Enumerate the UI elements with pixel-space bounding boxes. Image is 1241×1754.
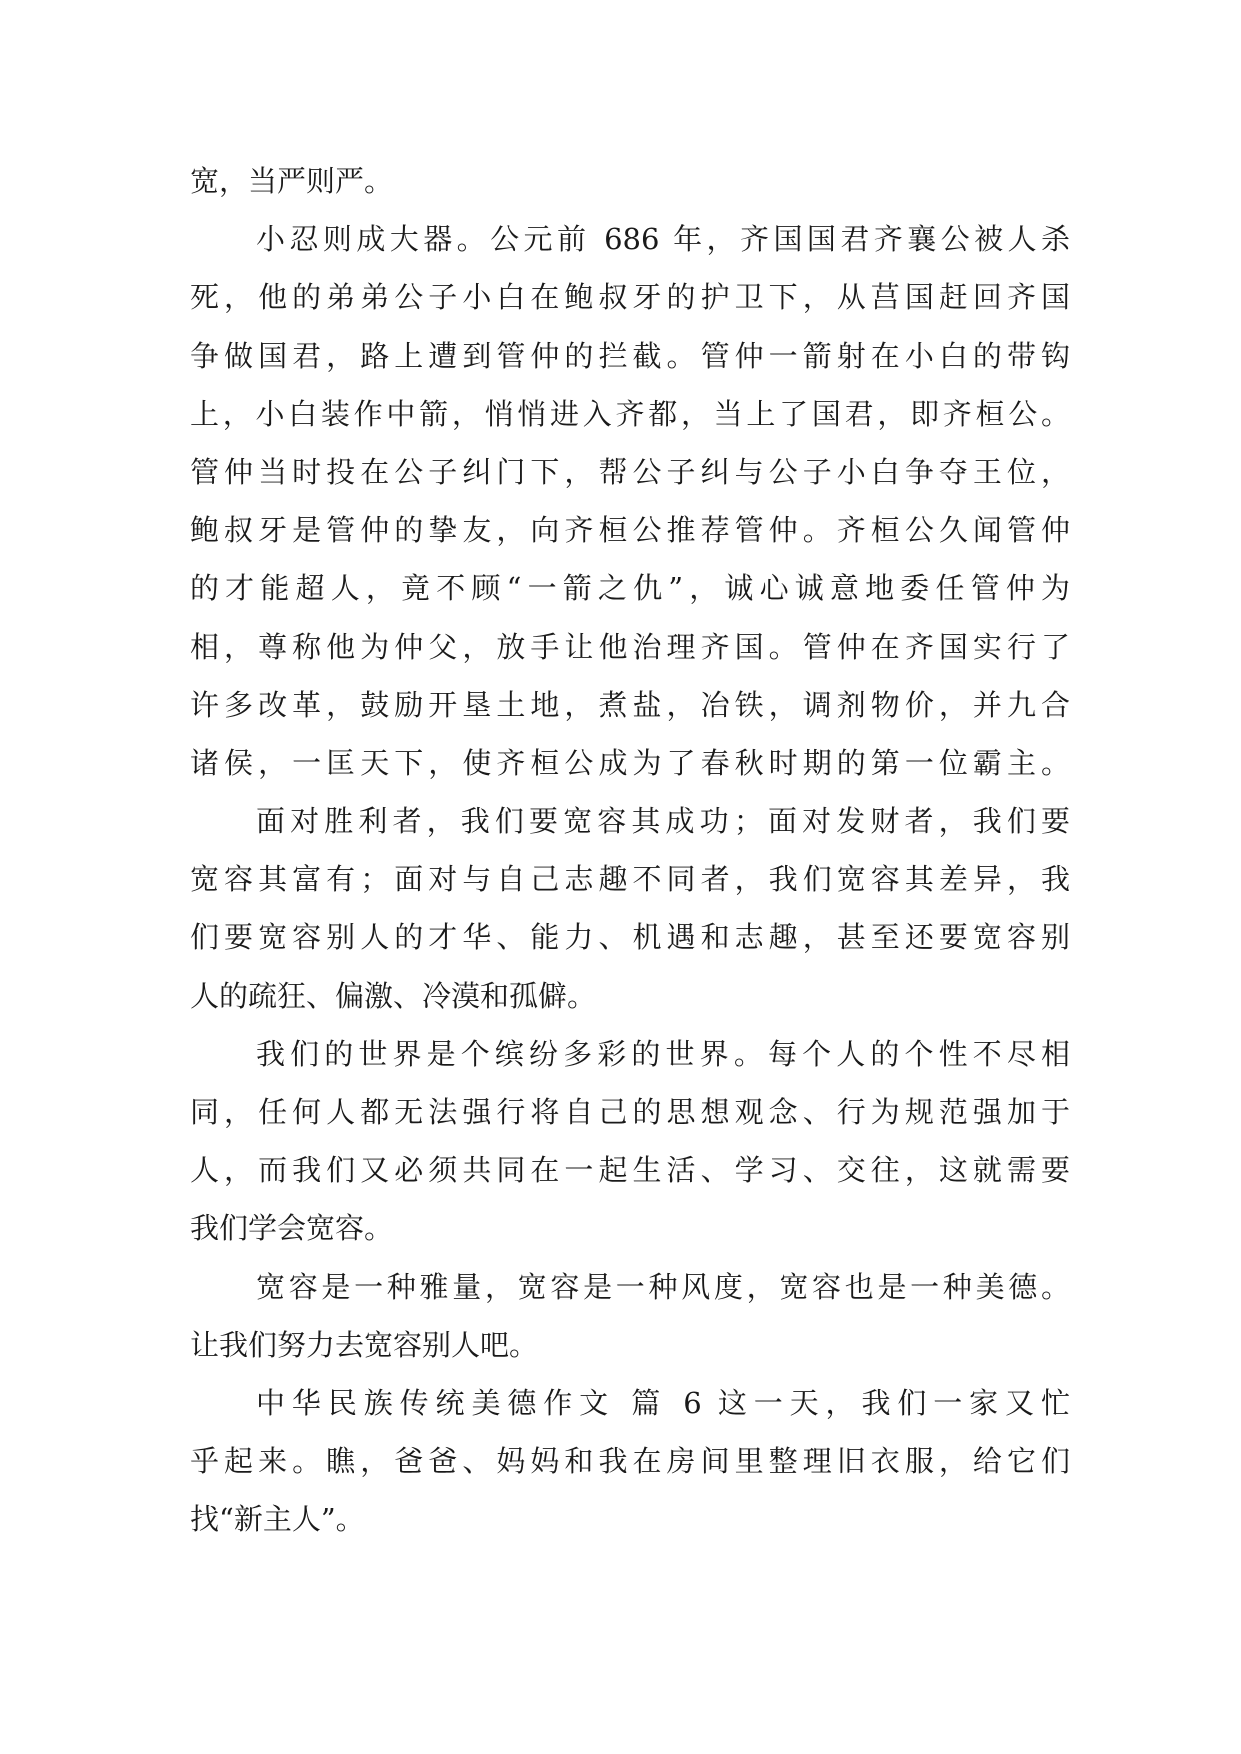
document-body — [190, 152, 1070, 1549]
text-line: 许多改革，鼓励开垦土地，煮盐，冶铁，调剂物价，并九合 — [190, 687, 1070, 722]
text-line: 我们学会宽容。 — [190, 1211, 394, 1246]
text-line: 相，尊称他为仲父，放手让他治理齐国。管仲在齐国实行了 — [190, 629, 1070, 664]
text-line: 死，他的弟弟公子小白在鲍叔牙的护卫下，从莒国赶回齐国 — [190, 280, 1070, 315]
text-line: 管仲当时投在公子纠门下，帮公子纠与公子小白争夺王位， — [190, 454, 1070, 489]
text-line: 鲍叔牙是管仲的挚友，向齐桓公推荐管仲。齐桓公久闻管仲 — [190, 513, 1070, 548]
text-line: 宽容其富有；面对与自己志趣不同者，我们宽容其差异，我 — [190, 862, 1070, 897]
text-line: 宽，当严则严。 — [190, 164, 394, 198]
text-line: 找“新主人”。 — [190, 1502, 365, 1537]
text-line: 上，小白装作中箭，悄悄进入齐都，当上了国君，即齐桓公。 — [190, 396, 1070, 431]
text-line: 人，而我们又必须共同在一起生活、学习、交往，这就需要 — [190, 1153, 1070, 1188]
text-line: 诸侯，一匡天下，使齐桓公成为了春秋时期的第一位霸主。 — [190, 745, 1070, 780]
text-line: 让我们努力去宽容别人吧。 — [190, 1327, 539, 1362]
text-line: 的才能超人，竟不顾“一箭之仇”，诚心诚意地委任管仲为 — [190, 571, 1070, 606]
text-line: 人的疏狂、偏激、冷漠和孤僻。 — [190, 978, 597, 1013]
text-line: 中华民族传统美德作文 篇 6 这一天，我们一家又忙 — [256, 1385, 1070, 1420]
text-line: 同，任何人都无法强行将自己的思想观念、行为规范强加于 — [190, 1095, 1070, 1129]
text-line: 乎起来。瞧，爸爸、妈妈和我在房间里整理旧衣服，给它们 — [190, 1444, 1070, 1479]
text-line: 面对胜利者，我们要宽容其成功；面对发财者，我们要 — [256, 804, 1070, 839]
text-line: 争做国君，路上遭到管仲的拦截。管仲一箭射在小白的带钩 — [190, 338, 1070, 373]
text-line: 我们的世界是个缤纷多彩的世界。每个人的个性不尽相 — [256, 1036, 1070, 1071]
text-line: 宽容是一种雅量，宽容是一种风度，宽容也是一种美德。 — [256, 1269, 1070, 1304]
text-line: 们要宽容别人的才华、能力、机遇和志趣，甚至还要宽容别 — [190, 920, 1070, 955]
text-line: 小忍则成大器。公元前 686 年，齐国国君齐襄公被人杀 — [256, 222, 1070, 257]
